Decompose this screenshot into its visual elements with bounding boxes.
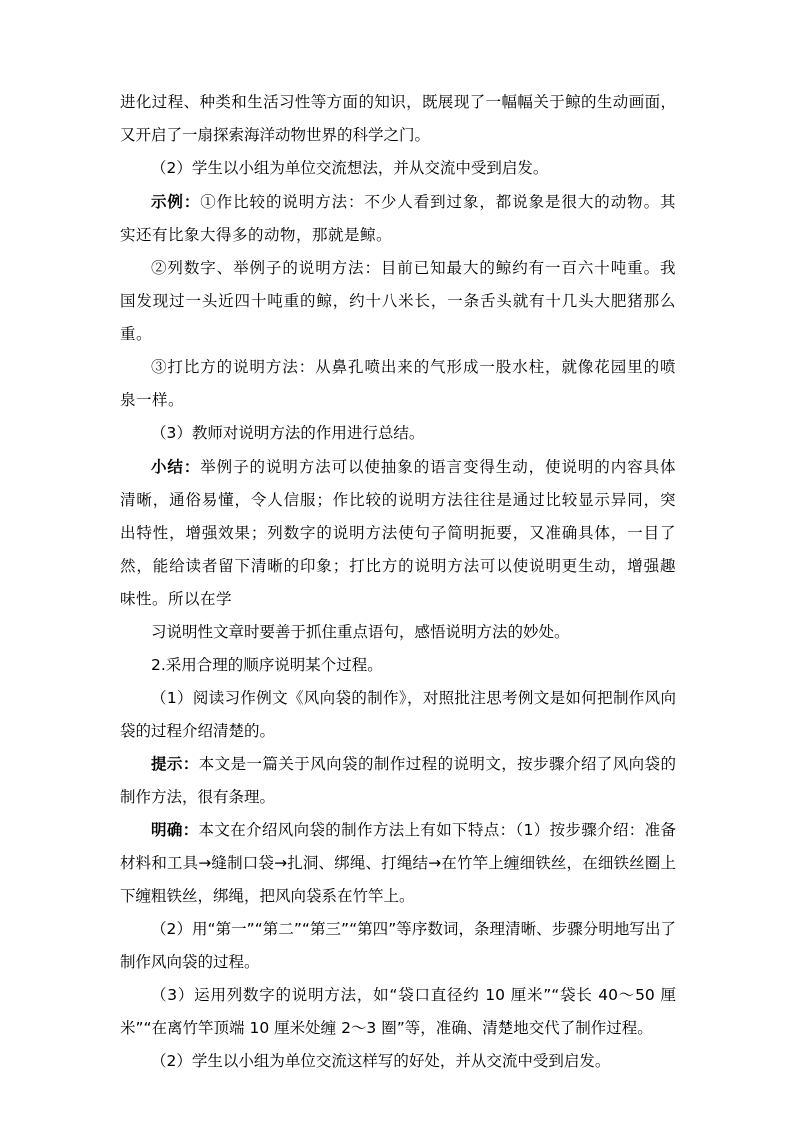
hint-label: 提示：: [151, 755, 199, 773]
paragraph-example-comparison: [120, 185, 676, 252]
paragraph-read-example: （1）阅读习作例文《风向袋的制作》，对照批注思考例文是如何把制作风向袋的过程介绍清楚的。: [120, 689, 676, 740]
example-comparison-text: ①作比较的说明方法：不少人看到过象，都说象是很大的动物。其实还有比象大得多的动物，那就是鲸。: [120, 193, 676, 244]
paragraph-ordinal-words: （2）用“第一”“第二”“第三”“第四”等序数词，条理清晰、步骤分明地写出了制作风向袋的过程。: [120, 920, 676, 971]
hint-text: 本文是一篇关于风向袋的制作过程的说明文，按步骤介绍了风向袋的制作方法，很有条理。: [120, 755, 676, 806]
clarify-label: 明确：: [151, 821, 199, 839]
paragraph-hint: [120, 748, 676, 814]
paragraph-group-exchange-2: （2）学生以小组为单位交流这样写的好处，并从交流中受到启发。: [151, 1052, 611, 1070]
paragraph-whale-summary: 进化过程、种类和生活习性等方面的知识，既展现了一幅幅关于鲸的生动画面，又开启了一扇探索海洋动物世界的科学之门。: [120, 93, 676, 144]
summary-text: 举例子的说明方法可以使抽象的语言变得生动，使说明的内容具体清晰，通俗易懂，令人信服；作比较的说明方法往往是通过比较显示异同，突出特性，增强效果；列数字的说明方法使句子简明扼要，又准确具体，一目了然，能给读者留下清晰的印象；打比方的说明方法可以使说明更生动，增强趣味性。所以在学: [120, 458, 676, 608]
paragraph-summary-continued: 习说明性文章时要善于抓住重点语句，感悟说明方法的妙处。: [151, 623, 570, 641]
paragraph-clarify: [120, 814, 676, 913]
summary-label: 小结：: [151, 457, 201, 476]
document-page: [120, 86, 676, 1078]
paragraph-teacher-summary: （3）教师对说明方法的作用进行总结。: [151, 424, 425, 442]
paragraph-group-exchange-1: （2）学生以小组为单位交流想法，并从交流中受到启发。: [151, 159, 549, 177]
paragraph-summary: [120, 450, 676, 616]
paragraph-numbers-method: （3）运用列数字的说明方法，如“袋口直径约 10 厘米”“袋长 40～50 厘米”“在离竹竿顶端 10 厘米处缠 2～3 圈”等，准确、清楚地交代了制作过程。: [120, 986, 676, 1037]
paragraph-section-2-heading: 2.采用合理的顺序说明某个过程。: [151, 656, 383, 674]
example-label: 示例：: [151, 192, 201, 211]
paragraph-example-metaphor: ③打比方的说明方法：从鼻孔喷出来的气形成一股水柱，就像花园里的喷泉一样。: [120, 358, 676, 409]
paragraph-example-numbers: ②列数字、举例子的说明方法：目前已知最大的鲸约有一百六十吨重。我国发现过一头近四十吨重的鲸，约十八米长，一条舌头就有十几头大肥猪那么重。: [120, 259, 676, 343]
clarify-text: 本文在介绍风向袋的制作方法上有如下特点：（1）按步骤介绍：准备材料和工具→缝制口袋→扎洞、绑绳、打绳结→在竹竿上缠细铁丝，在细铁丝圈上下缠粗铁丝，绑绳，把风向袋系在竹竿上。: [120, 821, 676, 905]
